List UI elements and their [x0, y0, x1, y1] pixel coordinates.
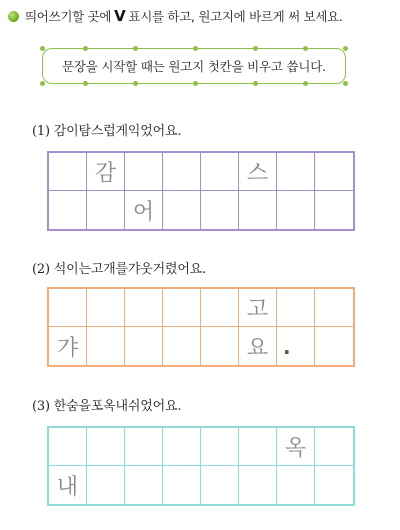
grid-cell[interactable] [201, 327, 239, 365]
grid-cell[interactable] [277, 428, 315, 466]
notice-stud [40, 81, 45, 86]
cell-character: 옥 [284, 436, 307, 461]
grid-cell[interactable] [163, 466, 201, 504]
grid-cell[interactable] [201, 191, 239, 229]
period-mark: . [283, 335, 291, 359]
grid-cell[interactable] [163, 191, 201, 229]
manuscript-grid-1 [47, 151, 355, 231]
grid-cell[interactable] [315, 428, 353, 466]
notice-stud [40, 46, 45, 51]
grid-cell[interactable] [49, 327, 87, 365]
grid-cell[interactable] [201, 153, 239, 191]
cell-character: 스 [246, 161, 269, 186]
cell-character: 갸 [56, 335, 79, 361]
cell-character: 감 [94, 161, 117, 186]
grid-cell[interactable] [125, 466, 163, 504]
grid-cell[interactable] [125, 153, 163, 191]
manuscript-grid-2 [47, 287, 355, 367]
cell-character: 내 [56, 474, 79, 500]
instruction-text-after: 표시를 하고, 원고지에 바르게 써 보세요. [128, 9, 343, 24]
grid-cell[interactable] [87, 327, 125, 365]
cell-character: 어 [132, 199, 155, 225]
grid-cell[interactable] [277, 289, 315, 327]
grid-cell[interactable] [125, 289, 163, 327]
grid-cell[interactable] [87, 466, 125, 504]
grid-cell[interactable] [49, 466, 87, 504]
grid-cell[interactable] [239, 153, 277, 191]
green-bullet-icon [8, 11, 19, 22]
grid-cell[interactable] [125, 191, 163, 229]
grid-cell[interactable] [315, 466, 353, 504]
grid-cell[interactable] [49, 289, 87, 327]
question-3-label: (3) 한숨을포옥내쉬었어요. [32, 399, 182, 414]
notice-stud [253, 81, 258, 86]
grid-cell[interactable] [201, 428, 239, 466]
notice-stud [343, 46, 348, 51]
grid-cell[interactable] [239, 327, 277, 365]
grid-cell[interactable] [201, 466, 239, 504]
manuscript-grid-3 [47, 426, 355, 506]
grid-cell[interactable] [87, 289, 125, 327]
grid-cell[interactable] [87, 428, 125, 466]
notice-stud [193, 81, 198, 86]
notice-box [42, 48, 346, 84]
grid-cell[interactable] [163, 327, 201, 365]
grid-cell[interactable] [163, 153, 201, 191]
grid-cell[interactable] [277, 191, 315, 229]
notice-stud [83, 81, 88, 86]
cell-character: 고 [246, 297, 269, 322]
notice-stud [343, 81, 348, 86]
grid-cell[interactable] [239, 466, 277, 504]
instruction-text-before: 띄어쓰기할 곳에 [25, 9, 112, 24]
grid-cell[interactable] [239, 428, 277, 466]
grid-cell[interactable] [239, 289, 277, 327]
check-v-icon: V [114, 7, 126, 25]
grid-cell[interactable] [239, 191, 277, 229]
grid-cell[interactable] [125, 428, 163, 466]
grid-cell[interactable] [163, 428, 201, 466]
notice-stud [303, 81, 308, 86]
grid-cell[interactable] [277, 466, 315, 504]
notice-stud [133, 81, 138, 86]
notice-stud [133, 46, 138, 51]
question-2-label: (2) 석이는고개를갸웃거렸어요. [32, 262, 206, 277]
grid-cell[interactable] [87, 191, 125, 229]
grid-cell[interactable] [315, 289, 353, 327]
grid-cell[interactable] [125, 327, 163, 365]
notice-text: 문장을 시작할 때는 원고지 첫칸을 비우고 씁니다. [62, 59, 326, 74]
notice-stud [303, 46, 308, 51]
instruction [8, 6, 343, 26]
notice-stud [193, 46, 198, 51]
cell-character: 요 [246, 335, 269, 361]
grid-cell[interactable] [315, 327, 353, 365]
grid-cell[interactable] [277, 327, 315, 365]
grid-cell[interactable] [49, 153, 87, 191]
grid-cell[interactable] [87, 153, 125, 191]
grid-cell[interactable] [49, 191, 87, 229]
grid-cell[interactable] [49, 428, 87, 466]
grid-cell[interactable] [201, 289, 239, 327]
question-1-label: (1) 감이탐스럽게익었어요. [32, 124, 182, 139]
grid-cell[interactable] [315, 153, 353, 191]
notice-stud [253, 46, 258, 51]
grid-cell[interactable] [315, 191, 353, 229]
notice-stud [83, 46, 88, 51]
grid-cell[interactable] [277, 153, 315, 191]
grid-cell[interactable] [163, 289, 201, 327]
